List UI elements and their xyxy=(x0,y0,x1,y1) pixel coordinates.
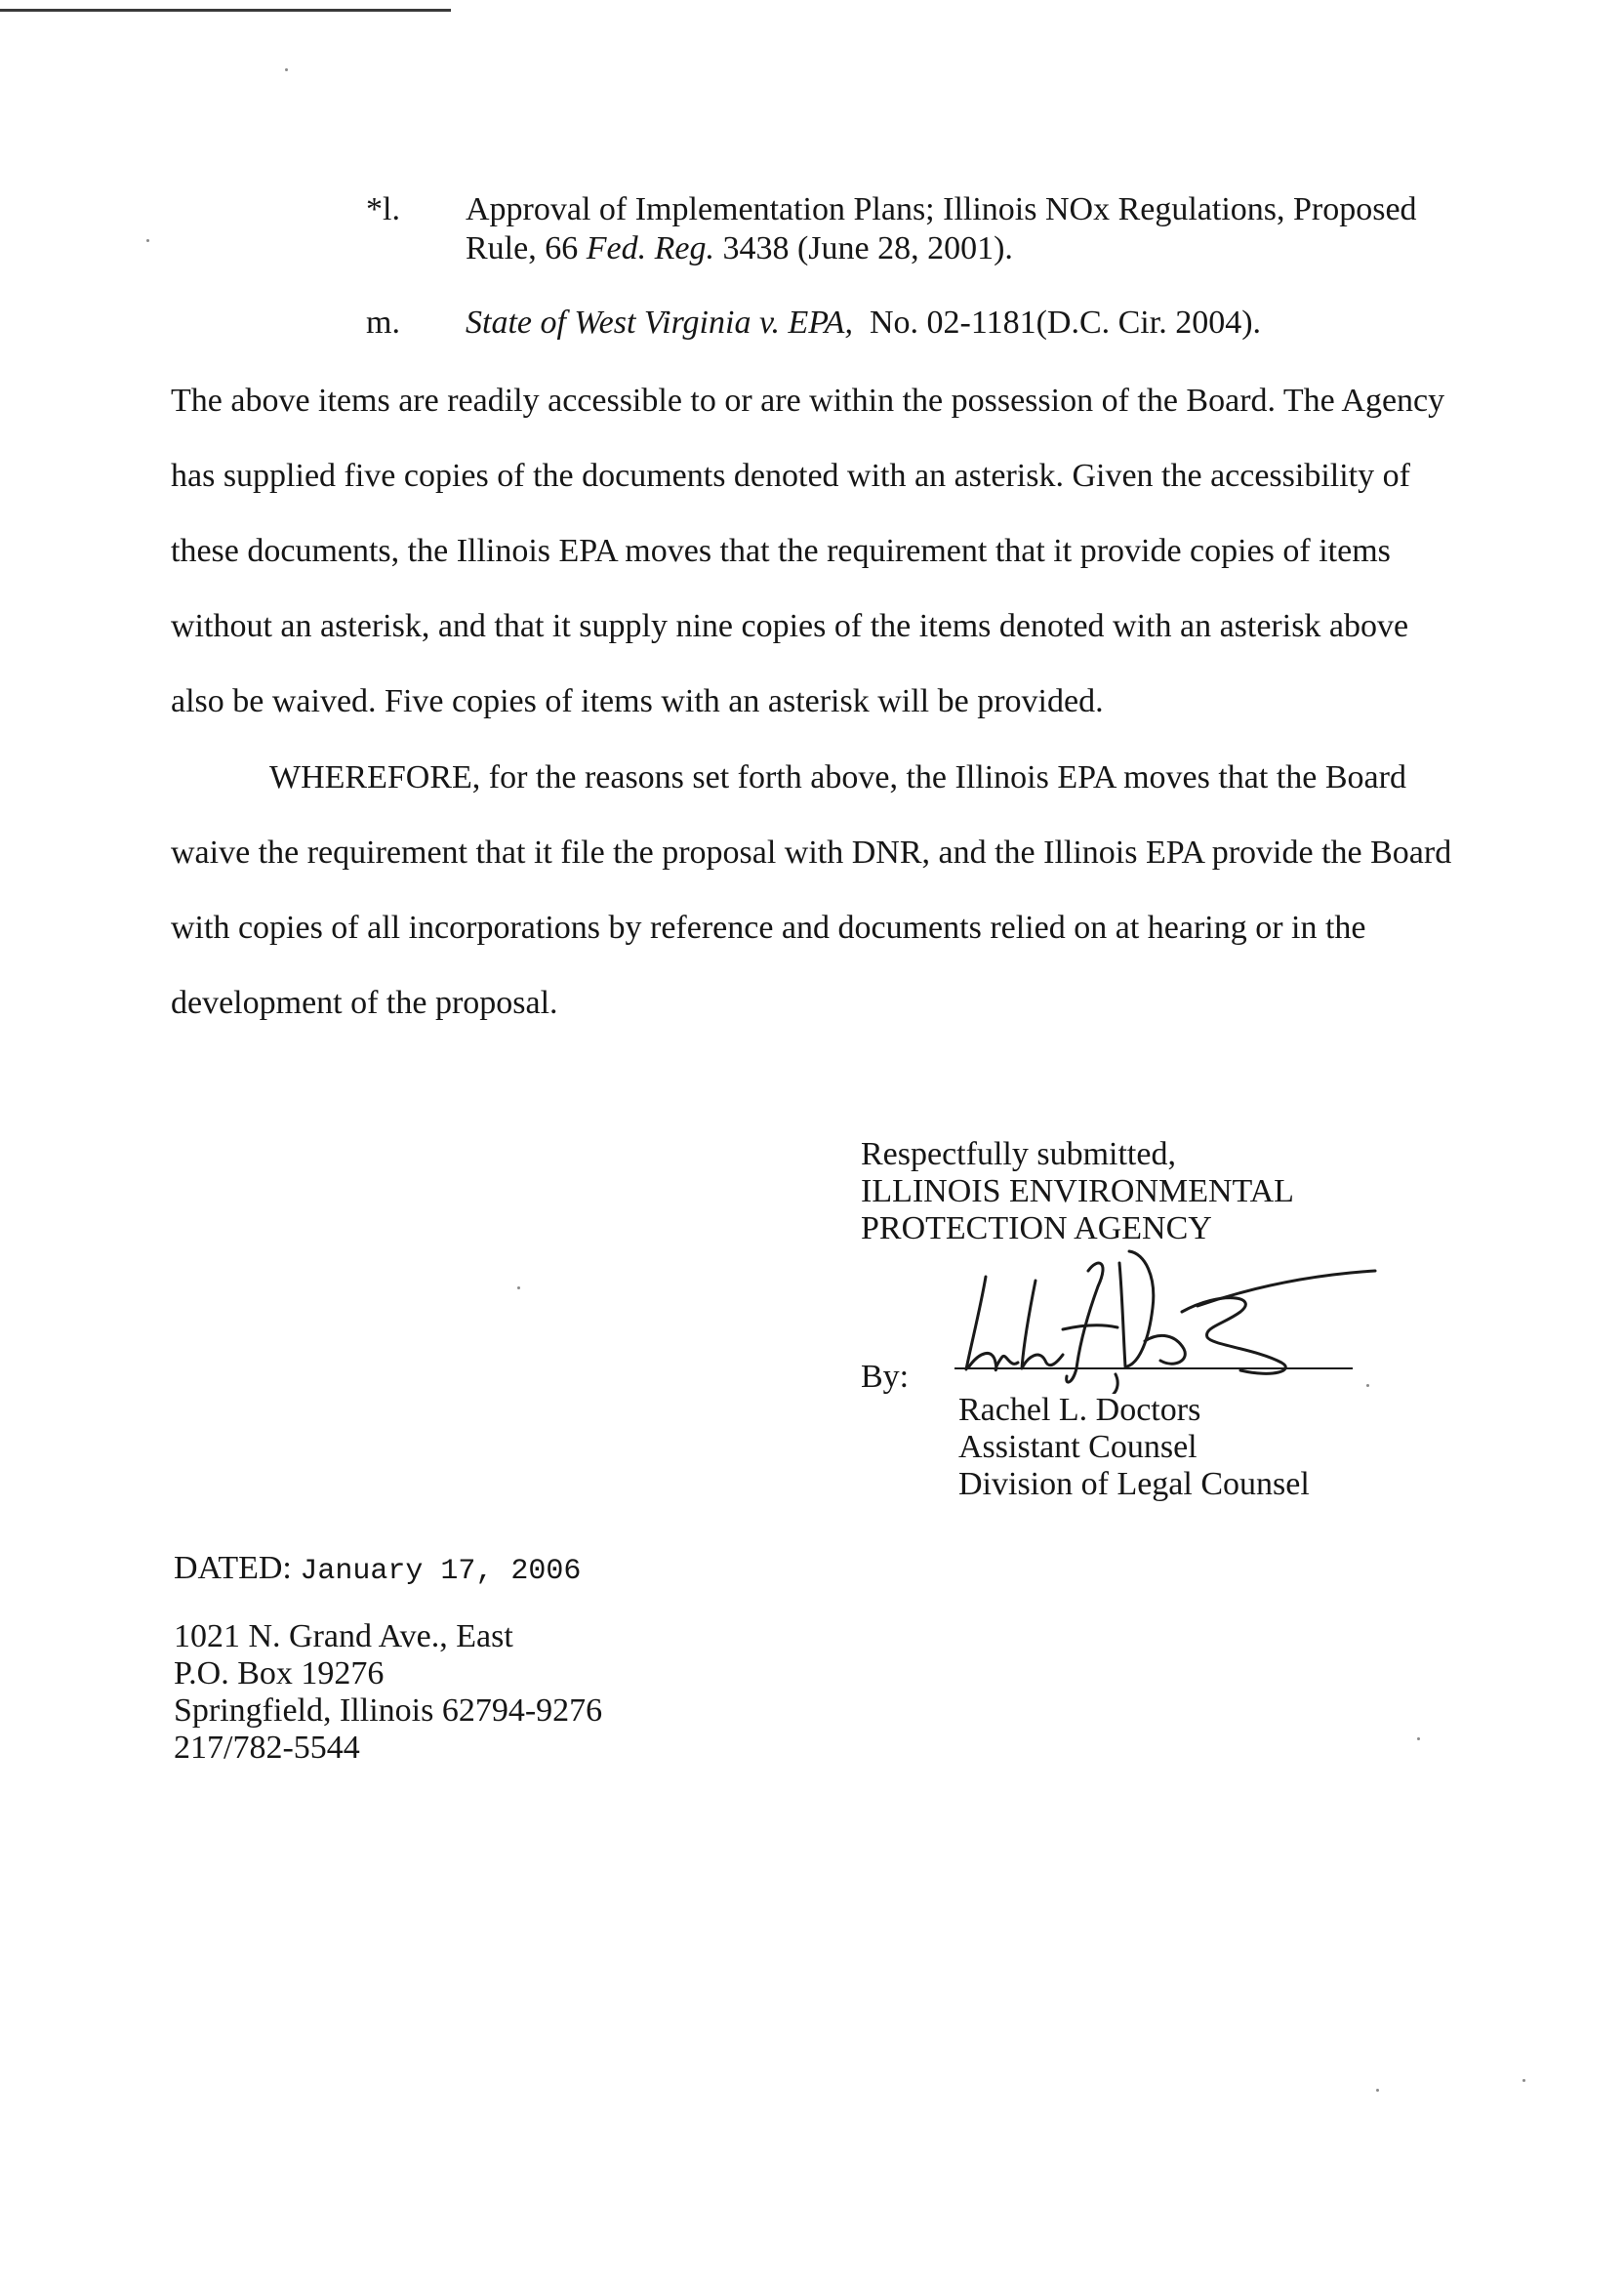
case-citation: No. 02-1181(D.C. Cir. 2004). xyxy=(869,305,1262,341)
signature-icon xyxy=(952,1247,1391,1394)
paragraph-line: these documents, the Illinois EPA moves that the requirement that it provide copies of items xyxy=(171,533,1391,569)
address-line: P.O. Box 19276 xyxy=(174,1655,385,1691)
agency-name-line2: PROTECTION AGENCY xyxy=(861,1210,1212,1246)
dated-value: January 17, 2006 xyxy=(300,1555,582,1588)
paragraph-line: also be waived. Five copies of items with an asterisk will be provided. xyxy=(171,683,1104,719)
list-item-l-line1: Approval of Implementation Plans; Illinois NOx Regulations, Proposed xyxy=(466,191,1417,227)
top-rule xyxy=(0,9,451,12)
paragraph-line: with copies of all incorporations by reference and documents relied on at hearing or in the xyxy=(171,910,1366,946)
scan-speck xyxy=(285,68,288,71)
paragraph-line: development of the proposal. xyxy=(171,985,558,1021)
list-item-l-line2 xyxy=(466,230,1013,267)
scan-speck xyxy=(1417,1737,1420,1740)
list-marker-m: m. xyxy=(366,305,400,341)
paragraph-line: The above items are readily accessible to or are within the possession of the Board. The Agency xyxy=(171,383,1445,419)
paragraph-accessibility xyxy=(171,363,1469,739)
address-line: Springfield, Illinois 62794-9276 xyxy=(174,1692,603,1729)
scan-speck xyxy=(517,1286,520,1289)
by-label: By: xyxy=(861,1359,910,1395)
signature-line xyxy=(954,1367,1353,1369)
paragraph-line: has supplied five copies of the documents denoted with an asterisk. Given the accessibility of xyxy=(171,458,1410,494)
paragraph-wherefore xyxy=(171,740,1469,1040)
scan-speck xyxy=(1376,2089,1379,2092)
fed-reg-citation: Fed. Reg. xyxy=(586,230,714,266)
case-name: State of West Virginia v. EPA, xyxy=(466,305,853,341)
scan-speck xyxy=(1366,1384,1369,1387)
scan-speck xyxy=(1522,2079,1525,2082)
dated-label: DATED: xyxy=(174,1550,292,1586)
signer-division: Division of Legal Counsel xyxy=(958,1466,1310,1502)
list-item-l-line2-pre: Rule, 66 xyxy=(466,230,587,266)
scan-speck xyxy=(146,239,149,242)
list-item-m xyxy=(466,305,1261,342)
address-line: 1021 N. Grand Ave., East xyxy=(174,1618,513,1654)
signer-name: Rachel L. Doctors xyxy=(958,1392,1201,1428)
paragraph-line: WHEREFORE, for the reasons set forth above, the Illinois EPA moves that the Board xyxy=(269,759,1406,795)
paragraph-line: without an asterisk, and that it supply nine copies of the items denoted with an asterisk above xyxy=(171,608,1409,644)
agency-name-line1: ILLINOIS ENVIRONMENTAL xyxy=(861,1173,1294,1209)
list-marker-l: *l. xyxy=(366,191,400,227)
list-item-l-line2-post: 3438 (June 28, 2001). xyxy=(713,230,1013,266)
signer-title: Assistant Counsel xyxy=(958,1429,1198,1465)
closing-salutation: Respectfully submitted, xyxy=(861,1136,1176,1172)
dated-line xyxy=(174,1550,581,1590)
address-line: 217/782-5544 xyxy=(174,1730,360,1766)
paragraph-line: waive the requirement that it file the proposal with DNR, and the Illinois EPA provide the Board xyxy=(171,835,1452,871)
